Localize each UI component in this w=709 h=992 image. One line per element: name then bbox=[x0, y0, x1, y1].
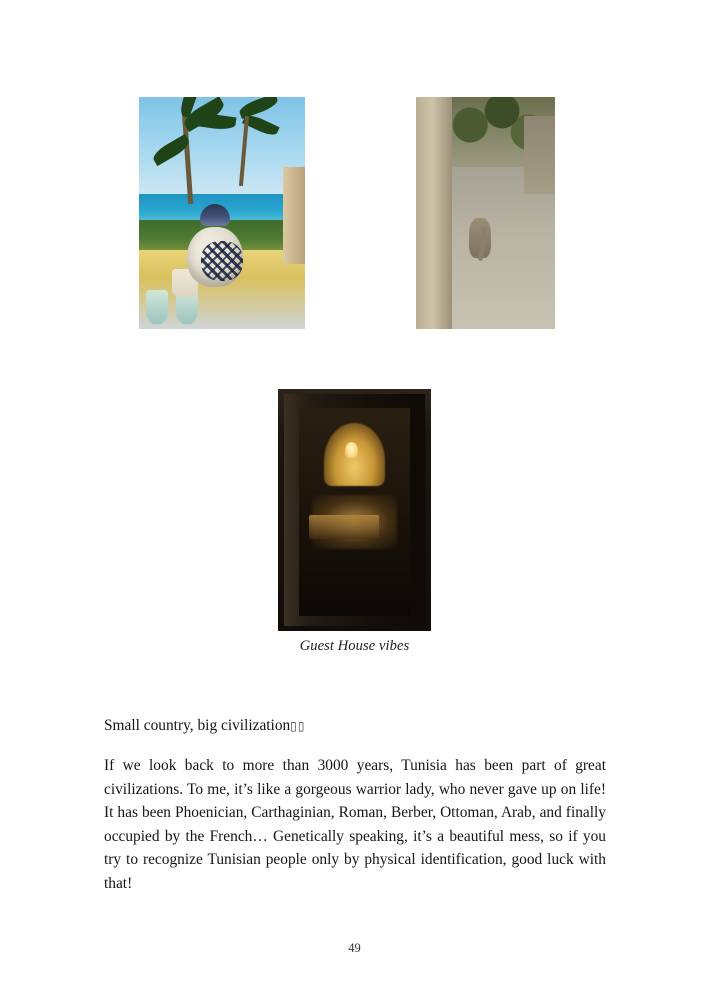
missing-glyph-box: ▯▯ bbox=[290, 719, 306, 734]
paragraph-lead bbox=[104, 714, 606, 739]
terrace-pillar bbox=[283, 167, 305, 264]
photo-terrace bbox=[139, 97, 305, 329]
teapot-pattern bbox=[201, 241, 243, 281]
photo-caption: Guest House vibes bbox=[299, 638, 410, 654]
cat-wall-right bbox=[524, 116, 555, 195]
lamp-icon bbox=[345, 442, 358, 458]
photo-door bbox=[278, 389, 431, 631]
paragraph-main: If we look back to more than 3000 years, Tunisia has been part of great civilizations. To me, it’s like a gorgeous warrior lady, who never gave up on life! It has been Phoenician, Carthaginian, Roman, Berber, Ottoman, Arab, and finally occupied by the French… Genetically speaking, it’s a beautiful mess, so if you try to recognize Tunisian people only by physical identification, good luck with that! bbox=[104, 757, 606, 892]
door-bench bbox=[309, 515, 379, 539]
cat-wall-column bbox=[416, 97, 452, 329]
paragraph-lead-text: Small country, big civilization bbox=[104, 717, 291, 735]
glass-icon bbox=[146, 290, 168, 324]
page-number: 49 bbox=[348, 941, 361, 955]
photo-cat bbox=[416, 97, 555, 329]
